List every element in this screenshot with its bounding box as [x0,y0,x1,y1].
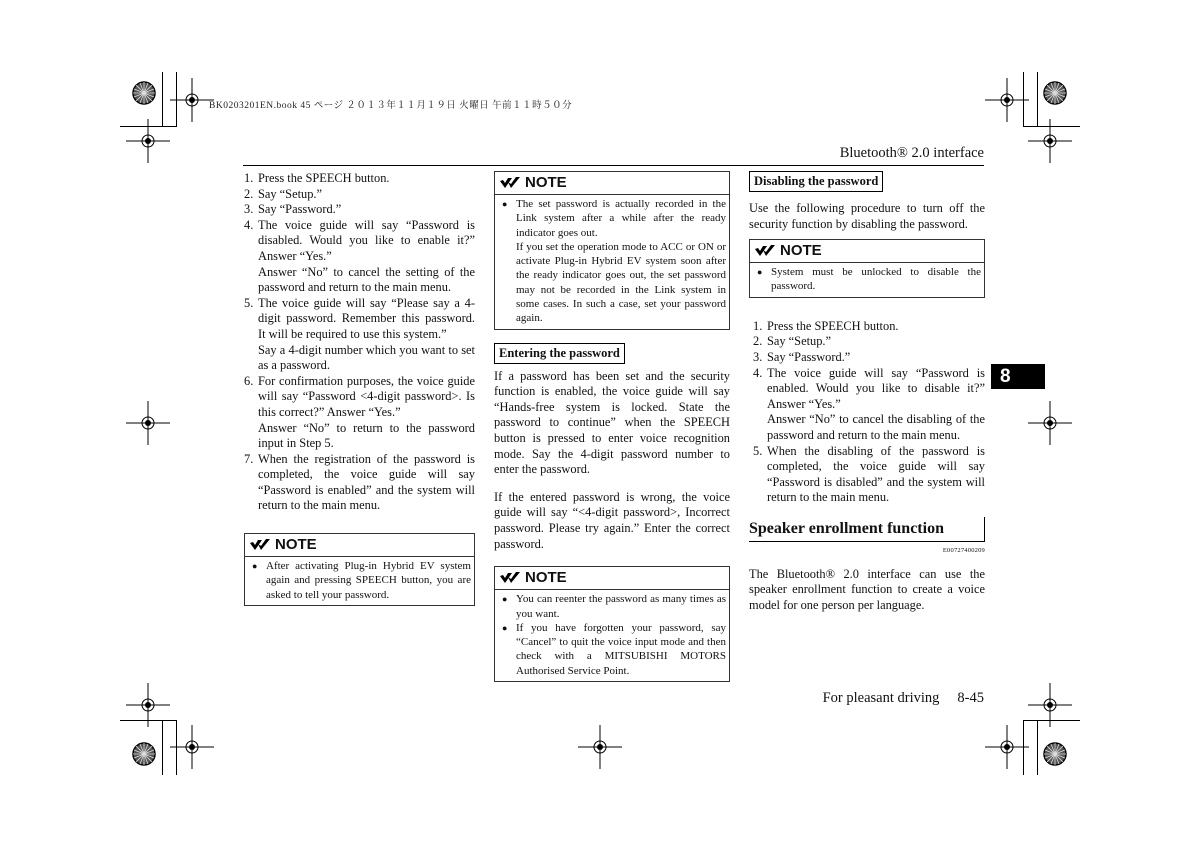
step-extra: Say a 4-digit number which you want to set as a password. [258,342,475,373]
note-header [495,567,729,590]
step-number: 1. [244,171,254,185]
step-text: The voice guide will say “Password is enabled. Would you like to disable it?” Answer “Yes.” [767,365,985,411]
step-extra: Answer “No” to return to the password input in Step 5. [258,420,475,451]
step-item [244,374,475,452]
disable-password-steps [749,319,985,506]
checkmark-icon [499,571,521,585]
step-number: 3. [753,349,763,364]
note-item-text: You can reenter the password as many times as you want. [516,593,726,620]
subheading-entering-password: Entering the password [494,343,625,364]
bullet-icon: ● [502,622,508,633]
running-title: Bluetooth® 2.0 interface [839,145,984,161]
entering-paragraph-1: If a password has been set and the security function is enabled, the voice guide will say “Hands-free system is locked. State the password to continue” when the SPEECH button is pressed to enter voice recognition mode. Say the 4-digit password number to enter the password. [494,368,730,477]
note-item-text: After activating Plug-in Hybrid EV system again and pressing SPEECH button, you are asked to tell your password. [266,560,471,601]
note-body [245,557,474,605]
step-item [244,296,475,374]
bullet-icon: ● [252,561,258,572]
step-number: 4. [753,365,763,380]
section-heading [749,517,985,542]
note-item-text: The set password is actually recorded in the Link system after a while after the ready indicator goes out. [516,198,726,239]
step-number: 2. [244,186,254,201]
step-number: 7. [244,451,254,466]
step-text: The voice guide will say “Password is disabled. Would you like to enable it?” Answer “Yes.” [258,217,475,263]
checkmark-icon [754,244,776,258]
step-item [753,366,985,444]
step-number: 4. [244,217,254,232]
step-item [244,452,475,514]
footer-section: For pleasant driving [822,690,940,706]
note-extra: If you set the operation mode to ACC or ON or activate Plug-in Hybrid EV system soon after the ready indicator goes out, the set password may not be recorded in the Link system in some cases. In such a case, set your password again. [516,240,726,325]
section-code: E00727400209 [942,546,985,554]
note-header [750,240,984,263]
note-item [250,559,471,602]
header-rule [243,165,984,166]
note-item [500,621,726,678]
step-item [244,202,475,218]
note-box [494,171,730,330]
page-number: 8-45 [957,690,984,706]
note-body [495,590,729,681]
step-number: 5. [244,295,254,310]
checkmark-icon [249,538,271,552]
step-item [244,218,475,296]
note-title: NOTE [275,536,317,554]
step-text: When the registration of the password is completed, the voice guide will say “Password is enabled” and the system will return to the main menu. [258,451,475,513]
step-extra: Answer “No” to cancel the setting of the password and return to the main menu. [258,264,475,295]
column-3 [749,171,985,613]
checkmark-icon [499,176,521,190]
disabling-intro: Use the following procedure to turn off the security function by disabling the password. [749,201,985,231]
step-number: 3. [244,202,254,217]
note-title: NOTE [525,174,567,192]
step-text: Say “Setup.” [258,186,323,201]
step-item [753,319,985,335]
step-text: Say “Password.” [767,349,851,364]
step-number: 5. [753,443,763,458]
print-info: BK0203201EN.book 45 ページ ２０１３年１１月１９日 火曜日 午前１１時５０分 [209,101,573,111]
step-item [753,444,985,506]
column-2 [494,171,730,682]
step-item [753,350,985,366]
note-item-text: System must be unlocked to disable the password. [771,266,981,293]
note-header [245,534,474,557]
footer [823,690,984,707]
entering-paragraph-2: If the entered password is wrong, the voice guide will say “<4-digit password>, Incorrect password. Please try again.” Enter the correct password. [494,489,730,551]
note-box [749,239,985,298]
column-1 [244,171,475,606]
step-text: Press the SPEECH button. [258,171,390,185]
step-item [244,171,475,187]
step-text: The voice guide will say “Please say a 4-digit password. Remember this password. It will be required to use this system.” [258,295,475,341]
step-text: Say “Setup.” [767,334,832,349]
step-text: For confirmation purposes, the voice guide will say “Password <4-digit password>. Is this correct?” Answer “Yes.” [258,373,475,419]
section-title: Speaker enrollment function [749,519,944,537]
step-text: When the disabling of the password is completed, the voice guide will say “Password is disabled” and the system will return to the main menu. [767,443,985,505]
step-number: 2. [753,334,763,349]
bullet-icon: ● [757,267,763,278]
bullet-icon: ● [502,594,508,605]
note-header [495,172,729,195]
step-text: Say “Password.” [258,202,342,217]
note-body [495,195,729,329]
subheading-disabling-password: Disabling the password [749,171,883,192]
note-title: NOTE [780,242,822,260]
note-body [750,263,984,297]
step-item [244,187,475,203]
bullet-icon: ● [502,199,508,209]
speaker-enrollment-paragraph: The Bluetooth® 2.0 interface can use the speaker enrollment function to create a voice model for one person per language. [749,566,985,612]
step-number: 1. [753,318,763,333]
note-title: NOTE [525,569,567,587]
step-text: Press the SPEECH button. [767,318,899,333]
enable-password-steps [244,171,475,514]
note-box [244,533,475,606]
step-number: 6. [244,373,254,388]
note-box [494,566,730,682]
note-item-text: If you have forgotten your password, say “Cancel” to quit the voice input mode and then check with a MITSUBISHI MOTORS Authorised Service Point. [516,621,726,677]
note-item [755,265,981,294]
note-item [500,197,726,240]
note-item [500,592,726,621]
step-extra: Answer “No” to cancel the disabling of the password and return to the main menu. [767,412,985,442]
step-item [753,334,985,350]
chapter-tab: 8 [991,364,1045,389]
